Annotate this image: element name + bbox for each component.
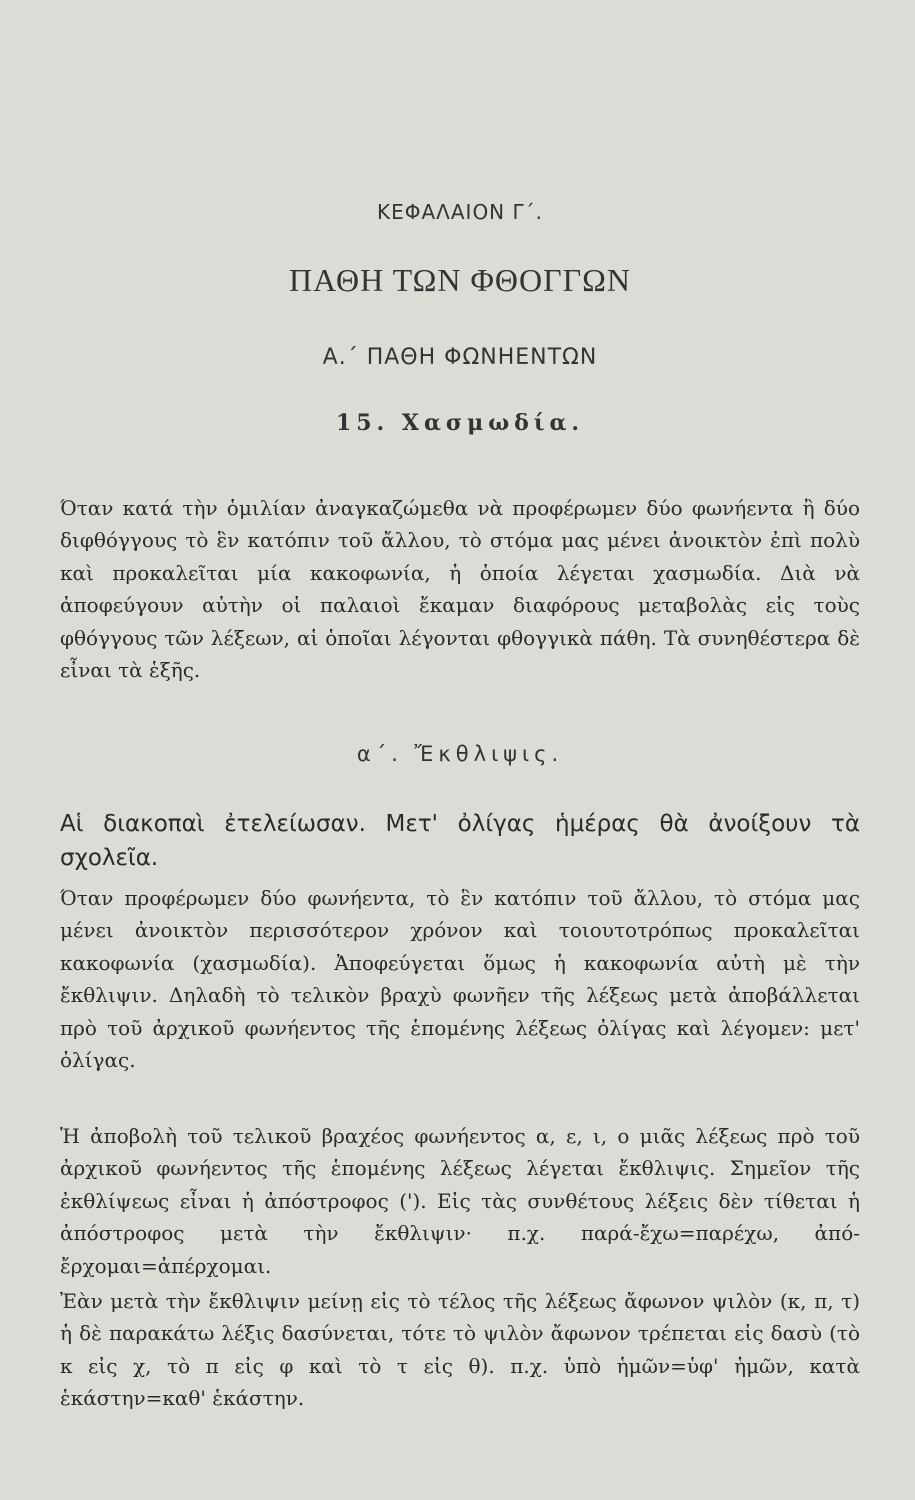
book-page [60,0,860,1500]
section-subtitle: Α.΄ ΠΑΘΗ ΦΩΝΗΕΝΤΩΝ [322,345,598,370]
page-title: ΠΑΘΗ ΤΩΝ ΦΘΟΓΓΩΝ [289,262,631,298]
paragraph-rule: Ἐὰν μετὰ τὴν ἔκθλιψιν μείνῃ εἰς τὸ τέλος τῆς λέξεως ἄφωνον ψιλὸν (κ, π, τ) ἡ δὲ παρακάτω λέξις δασύνεται, τότε τὸ ψιλὸν ἄφωνον τρέπεται εἰς δασὺ (τὸ κ εἰς χ, τὸ π εἰς φ καὶ τὸ τ εἰς θ). π.χ. ὑπὸ ἡμῶν=ὑφ' ἡμῶν, κατὰ ἑκάστην=καθ' ἑκάστην. [60,1289,860,1411]
paragraph-definition: Ἡ ἀποβολὴ τοῦ τελικοῦ βραχέος φωνήεντος α, ε, ι, ο μιᾶς λέξεως πρὸ τοῦ ἀρχικοῦ φωνήεντος τῆς ἑπομένης λέξεως λέγεται ἔκθλιψις. Σημεῖον τῆς ἐκθλίψεως εἶναι ἡ ἀπόστροφος ('). Εἰς τὰς συνθέτους λέξεις δὲν τίθεται ἡ ἀπόστροφος μετὰ τὴν ἔκθλιψιν· π.χ. παρά-ἔχω=παρέχω, ἀπό-ἔρχομαι=ἀπέρχομαι. [60,1124,860,1278]
section-heading: 15. Χασμωδία. [335,410,585,436]
paragraph-explanation: Όταν προφέρωμεν δύο φωνήεντα, τὸ ἓν κατόπιν τοῦ ἄλλου, τὸ στόμα μας μένει ἀνοικτὸν περισσότερον χρόνον καὶ τοιουτοτρόπως προκαλεῖται κακοφωνία (χασμωδία). Ἀποφεύγεται ὅμως ἡ κακοφωνία αὐτὴ μὲ τὴν ἔκθλιψιν. Δηλαδὴ τὸ τελικὸν βραχὺ φωνῆεν τῆς λέξεως μετὰ ἀποβάλλεται πρὸ τοῦ ἀρχικοῦ φωνήεντος τῆς ἑπομένης λέξεως ὀλίγας καὶ λέγομεν: μετ' ὀλίγας. [60,886,860,1073]
example-sentence: Αἱ διακοπαὶ ἐτελείωσαν. Μετ' ὀλίγας ἡμέρας θὰ ἀνοίξουν τὰ σχολεῖα. [60,811,860,871]
chapter-heading: ΚΕΦΑΛΑΙΟΝ Γ΄. [377,200,543,224]
paragraph-intro: Όταν κατά τὴν ὁμιλίαν ἀναγκαζώμεθα νὰ προφέρωμεν δύο φωνήεντα ἢ δύο διφθόγγους τὸ ἓν κατόπιν τοῦ ἄλλου, τὸ στόμα μας μένει ἀνοικτὸν ἐπὶ πολὺ καὶ προκαλεῖται μία κακοφωνία, ἡ ὁποία λέγεται χασμωδία. Διὰ νὰ ἀποφεύγουν αὐτὴν οἱ παλαιοὶ ἔκαμαν διαφόρους μεταβολὰς εἰς τοὺς φθόγγους τῶν λέξεων, αἱ ὁποῖαι λέγονται φθογγικὰ πάθη. Τὰ συνηθέστερα δὲ εἶναι τὰ ἑξῆς. [60,496,860,683]
subsection-heading: α΄. Ἔκθλιψις. [356,742,564,766]
